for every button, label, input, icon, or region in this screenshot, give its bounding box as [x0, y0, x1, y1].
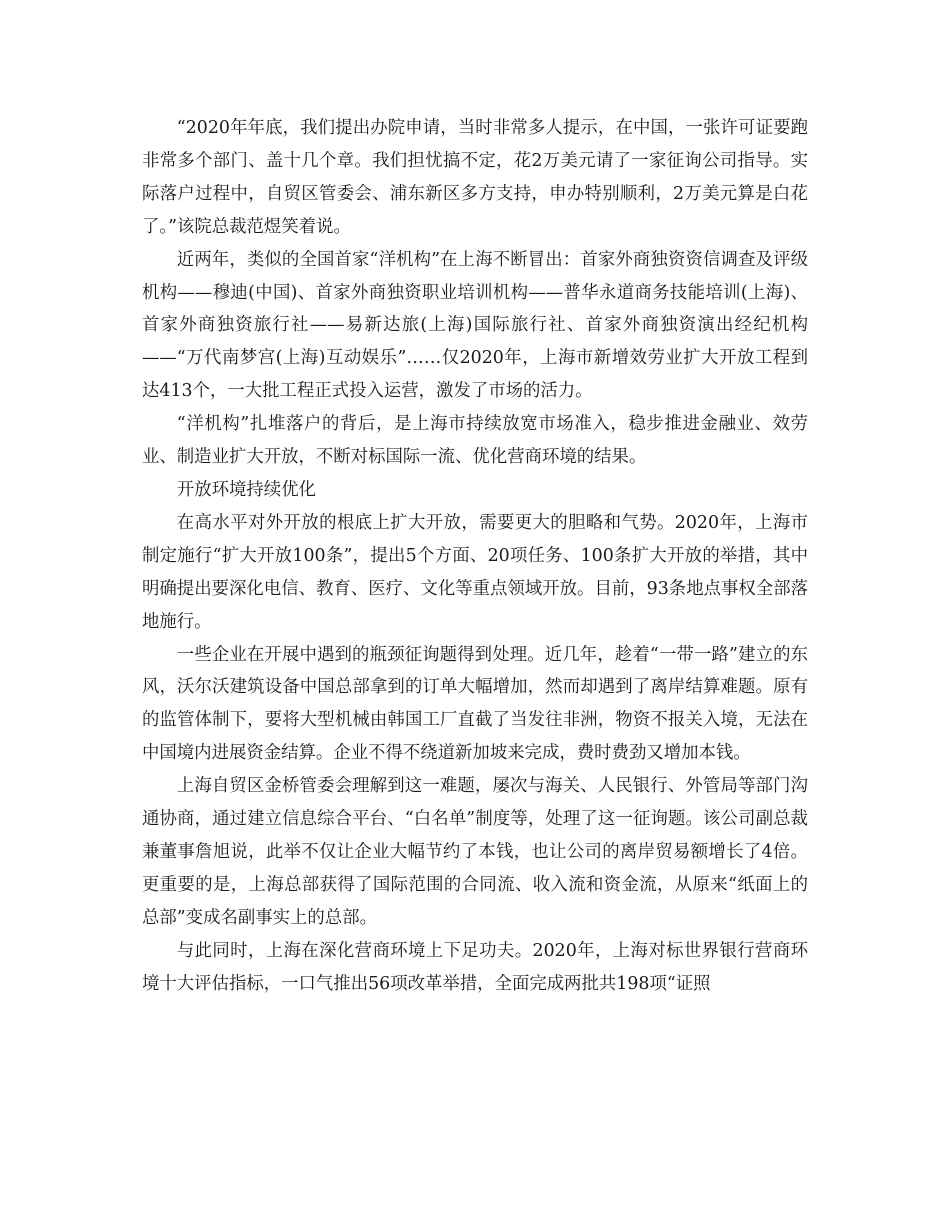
paragraph-offshore-settlement: 一些企业在开展中遇到的瓶颈征询题得到处理。近几年，趁着“一带一路”建立的东风，沃尔沃建筑设备中国总部拿到的订单大幅增加，然而却遇到了离岸结算难题。原有的监管体制下，要将大型机械由韩国工厂直截了当发往非洲，物资不报关入境，无法在中国境内进展资金结算。企业不得不绕道新加坡来完成，费时费劲又增加本钱。: [142, 644, 808, 764]
paragraph-business-environment: 与此同时，上海在深化营商环境上下足功夫。2020年，上海对标世界银行营商环境十大评估指标，一口气推出56项改革举措，全面完成两批共198项“证照: [142, 940, 808, 994]
document-body: [142, 112, 808, 1000]
paragraph-open-measures: 在高水平对外开放的根底上扩大开放，需要更大的胆略和气势。2020年，上海市制定施行“扩大开放100条”，提出5个方面、20项任务、100条扩大开放的举措，其中明确提出要深化电信、教育、医疗、文化等重点领域开放。目前，93条地点事权全部落地施行。: [142, 512, 808, 632]
section-heading: 开放环境持续优化: [176, 479, 316, 500]
paragraph-hospital-application: “2020年年底，我们提出办院申请，当时非常多人提示，在中国，一张许可证要跑非常多个部门、盖十几个章。我们担忧搞不定，花2万美元请了一家征询公司指导。实际落户过程中，自贸区管委会、浦东新区多方支持，申办特别顺利，2万美元算是白花了。”该院总裁范煜笑着说。: [142, 118, 808, 237]
paragraph-market-access: “洋机构”扎堆落户的背后，是上海市持续放宽市场准入，稳步推进金融业、效劳业、制造业扩大开放，不断对标国际一流、优化营商环境的结果。: [142, 414, 808, 468]
paragraph-jinqiao-solution: 上海自贸区金桥管委会理解到这一难题，屡次与海关、人民银行、外管局等部门沟通协商，通过建立信息综合平台、“白名单”制度等，处理了这一征询题。该公司副总裁兼董事詹旭说，此举不仅让企业大幅节约了本钱，也让公司的离岸贸易额增长了4倍。更重要的是，上海总部获得了国际范围的合同流、收入流和资金流，从原来“纸面上的总部”变成名副事实上的总部。: [142, 776, 808, 928]
paragraph-foreign-institutions: 近两年，类似的全国首家“洋机构”在上海不断冒出：首家外商独资资信调查及评级机构——穆迪(中国)、首家外商独资职业培训机构——普华永道商务技能培训(上海)、首家外商独资旅行社——易新达旅(上海)国际旅行社、首家外商独资演出经纪机构——“万代南梦宫(上海)互动娱乐”……仅2020年，上海市新增效劳业扩大开放工程到达413个，一大批工程正式投入运营，激发了市场的活力。: [142, 249, 808, 402]
